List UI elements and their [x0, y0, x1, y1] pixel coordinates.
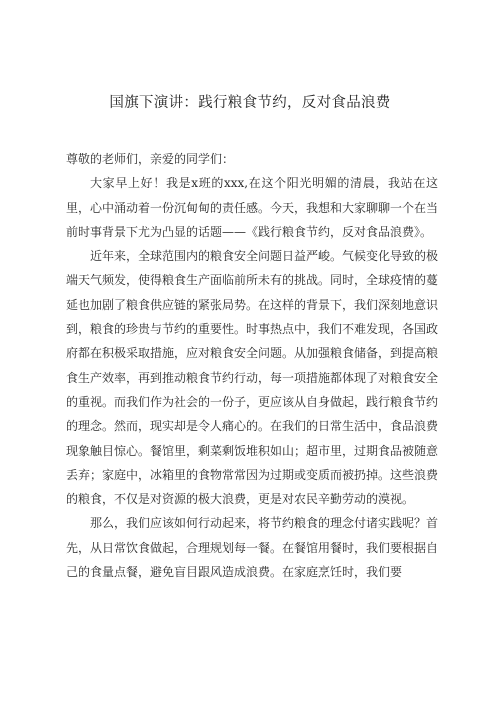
- document-body: [66, 147, 438, 584]
- paragraph-1: 大家早上好！我是x班的xxx,在这个阳光明媚的清晨，我站在这里，心中涌动着一份沉甸甸的责任感。今天，我想和大家聊聊一个在当前时事背景下尤为凸显的话题——《践行粮食节约，反对食品浪费》。: [66, 176, 439, 239]
- salutation: 尊敬的老师们，亲爱的同学们：: [66, 152, 235, 166]
- paragraph-2: 近年来，全球范围内的粮食安全问题日益严峻。气候变化导致的极端天气频发，使得粮食生产面临前所未有的挑战。同时，全球疫情的蔓延也加剧了粮食供应链的紧张局势。在这样的背景下，我们深刻地意识到，粮食的珍贵与节约的重要性。时事热点中，我们不难发现，各国政府都在积极采取措施，应对粮食安全问题。从加强粮食储备，到提高粮食生产效率，再到推动粮食节约行动，每一项措施都体现了对粮食安全的重视。而我们作为社会的一份子，更应该从自身做起，践行粮食节约的理念。然而，现实却是令人痛心的。在我们的日常生活中，食品浪费现象触目惊心。餐馆里，剩菜剩饭堆积如山；超市里，过期食品被随意丢弃；家庭中，冰箱里的食物常常因为过期或变质而被扔掉。这些浪费的粮食，不仅是对资源的极大浪费，更是对农民辛勤劳动的漠视。: [66, 249, 439, 507]
- paragraph-3: 那么，我们应该如何行动起来，将节约粮食的理念付诸实践呢？首先，从日常饮食做起，合理规划每一餐。在餐馆用餐时，我们要根据自己的食量点餐，避免盲目跟风造成浪费。在家庭烹饪时，我们要: [66, 516, 439, 580]
- document-title: 国旗下演讲：践行粮食节约，反对食品浪费: [109, 95, 391, 111]
